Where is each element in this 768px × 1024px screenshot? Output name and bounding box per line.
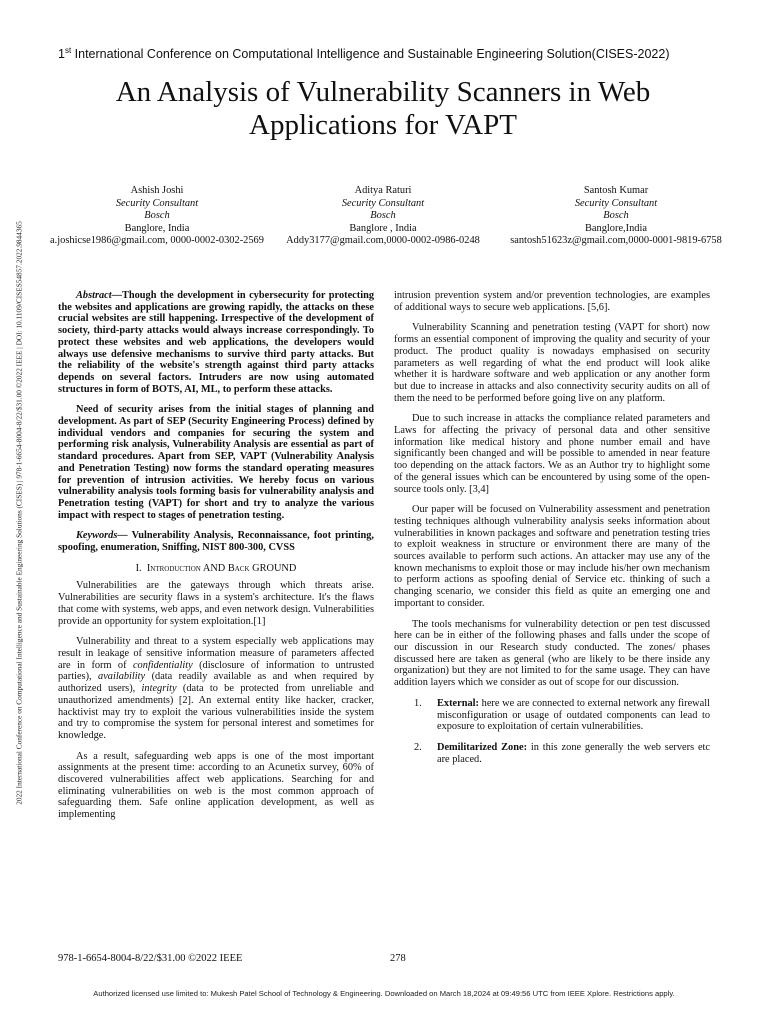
keywords-text: Vulnerability Analysis, Reconnaissance, foot printing, spoofing, enumeration, Sniffing, NIST 800-300, CVSS	[58, 530, 374, 554]
author-role: Security Consultant	[574, 197, 658, 209]
side-margin-citation	[6, 128, 32, 898]
section-title-b: B	[227, 562, 235, 574]
list-item	[394, 698, 710, 733]
abstract-paragraph-2: Need of security arises from the initial stages of planning and development. As part of SEP (Security Engineering Process) defined by individual vendors and companies for securing the system and performing risk analysis, Vulnerability Analysis are essential as part of standard procedures. Apart from SEP, VAPT (Vulnerability Analysis and Penetration Testing) now forms the standard operating measures for prevention of intrusion activities. We hereby focus on various vulnerability analysis tools forming basis for vulnerability analysis and Penetration testing (VAPT) for short and try to analyze the various impact with respect to stages of penetration testing.	[58, 404, 374, 521]
term-availability: availability	[98, 671, 146, 683]
abstract-label: Abstract	[76, 290, 112, 301]
body-paragraph: Due to such increase in attacks the compliance related parameters and Laws for affecting the privacy of personal data and other sensitive information like medical history and phone number email and have significantly been changed and will be possible to amended in near feature too depending on the attack factors. We as an Author try to highlight some of the general issues which can be encountered by using some of the open-source tools only. [3,4]	[394, 413, 710, 495]
author-location: Banglore, India	[124, 222, 190, 234]
list-item	[394, 742, 710, 765]
body-paragraph: intrusion prevention system and/or prevention technologies, are examples of additional ways to secure web applications. [5,6].	[394, 290, 710, 313]
section-title-ground: GROUND	[249, 562, 297, 574]
body-paragraph: As a result, safeguarding web apps is one of the most important assignments at the present time: according to an Acunetix survey, 60% of discovered vulnerabilities affect web applications. Searching for and eliminating vulnerabilities on web is the most common approach of safeguarding them. Safe online application development, as well as implementing	[58, 750, 374, 821]
body-text: (data to be protected from unreliable and unauthorized amendments) [2]. An external entity like hacker, cracker, hacktivist may try to exploit the various vulnerabilities inside the system and try to compromise the system for personal interest and sometimes for knowledge.	[58, 683, 374, 741]
author-name: Aditya Raturi	[354, 185, 412, 196]
author-contact: Addy3177@gmail.com,0000-0002-0986-0248	[286, 235, 480, 247]
conference-name: International Conference on Computational Intelligence and Sustainable Engineering Solution(CISES-2022)	[71, 47, 670, 62]
list-label: External:	[437, 697, 479, 709]
section-heading-introduction	[58, 563, 374, 575]
author-contact: santosh51623z@gmail.com,0000-0001-9819-6758	[510, 235, 722, 247]
author-name: Santosh Kumar	[583, 185, 649, 196]
paper-title: An Analysis of Vulnerability Scanners in Web Applications for VAPT	[115, 76, 651, 141]
abstract-text-1: Though the development in cybersecurity for protecting the websites and applications are growing rapidly, the attacks on these crucial websites are still happening. Irrespective of the development of society, third-party attacks would always increase correspondingly. To protect these websites and web applications, the developers would always use defensive mechanisms to survive third party attacks. But the reliability of the website's strength against third party attacks depends on several factors. Intruders are now using automated structures in form of BOTS, AI, ML, to perform these attacks.	[58, 290, 374, 395]
license-notice: Authorized licensed use limited to: Mukesh Patel School of Technology & Engineering. Downloaded on March 18,2024 at 09:49:56 UTC from IEEE Xplore. Restrictions apply.	[93, 989, 675, 998]
right-column	[394, 290, 710, 774]
conference-header	[58, 43, 708, 62]
zones-list	[394, 698, 710, 766]
term-confidentiality: confidentiality	[132, 659, 193, 671]
author-block-1	[47, 185, 267, 248]
conference-ordinal: 1	[58, 47, 65, 62]
body-paragraph: The tools mechanisms for vulnerability detection or pen test discussed here can be in either of the following phases and falls under the scope of our discussion in our Research study conducted. The zones/ phases discussed here are taken as general (who are likely to be there inside any organization) but they are not limited to for the same usage. They can have addition layers which we consider as out of scope for our discussion.	[394, 618, 710, 689]
section-title-initial: I	[146, 562, 151, 574]
page-number: 278	[390, 953, 406, 964]
side-citation-text: 2022 International Conference on Computational Intelligence and Sustainable Engineering Solutions (CISES) | 978-1-6654-8004-8/22/$31.00 ©2022 IEEE | DOI: 10.1109/CISES54857.2022.9844365	[14, 221, 24, 805]
footer-isbn: 978-1-6654-8004-8/22/$31.00 ©2022 IEEE	[58, 953, 243, 964]
body-paragraph: Our paper will be focused on Vulnerability assessment and penetration testing techniques although vulnerability analysis seeks information about vulnerabilities in known packages and software and penetration testing tries to exploit weakness in structure or environment there are many of the sources available to perform such actions. An attacker may use any of the known mechanisms to exploit those or may include his/her own mechanism to perform actions as spoofing denial of Service etc. thinking of such a changing scenario, we consider this field as quite an emerging one and important to consider.	[394, 504, 710, 609]
author-org: Bosch	[603, 210, 629, 222]
author-contact: a.joshicse1986@gmail.com, 0000-0002-0302-2569	[50, 235, 264, 247]
author-org: Bosch	[370, 210, 396, 222]
list-number: 2.	[414, 741, 422, 753]
section-title-and: AND	[200, 562, 228, 574]
body-text: (data readily available as and when required by authorized users),	[58, 671, 374, 695]
list-number: 1.	[414, 697, 422, 709]
author-location: Banglore,India	[584, 222, 648, 234]
abstract-dash: —	[111, 290, 122, 301]
author-role: Security Consultant	[115, 197, 199, 209]
term-integrity: integrity	[141, 683, 177, 695]
list-text: here we are connected to external network any firewall misconfiguration or usage of outdated components can lead to exposure to exploitation of certain vulnerabilities.	[437, 697, 710, 733]
body-paragraph: Vulnerability Scanning and penetration testing (VAPT for short) now forms an essential component of improving the quality and security of your product. The product quality is nowadays emphasised on security parameters as well regarding of what the end product will look alike whether it is hardware software and web application or any another form but due to increase in attacks and also connectivity security audits on all of them the need to be performed before going live on any platform.	[394, 322, 710, 404]
abstract-paragraph-1	[58, 290, 374, 395]
section-title-ack: ack	[234, 562, 250, 574]
section-title-rest: ntroduction	[150, 562, 201, 574]
list-text: in this zone generally the web servers etc are placed.	[437, 741, 711, 765]
body-text: Vulnerability and threat to a system especially web applications may result in leakage of sensitive information measure of parameters affected are in form of	[58, 636, 374, 671]
list-label: Demilitarized Zone:	[437, 741, 528, 753]
author-org: Bosch	[144, 210, 170, 222]
author-role: Security Consultant	[341, 197, 425, 209]
conference-ordinal-suffix: st	[64, 46, 72, 55]
author-block-3	[506, 185, 726, 248]
body-paragraph: Vulnerabilities are the gateways through which threats arise. Vulnerabilities are security flaws in a system's architecture. It's the flaws that come with systems, web apps, and even network design. Vulnerabilities provide an opportunity for system exploitation.[1]	[58, 580, 374, 627]
keywords-label: Keywords—	[76, 530, 128, 542]
author-name: Ashish Joshi	[130, 185, 184, 196]
left-column	[58, 290, 374, 830]
keywords	[58, 530, 374, 553]
body-paragraph	[58, 636, 374, 741]
author-location: Banglore , India	[349, 222, 417, 234]
author-block-2	[273, 185, 493, 248]
body-text: (disclosure of information to untrusted parties),	[58, 659, 374, 683]
section-number: I.	[135, 562, 142, 574]
